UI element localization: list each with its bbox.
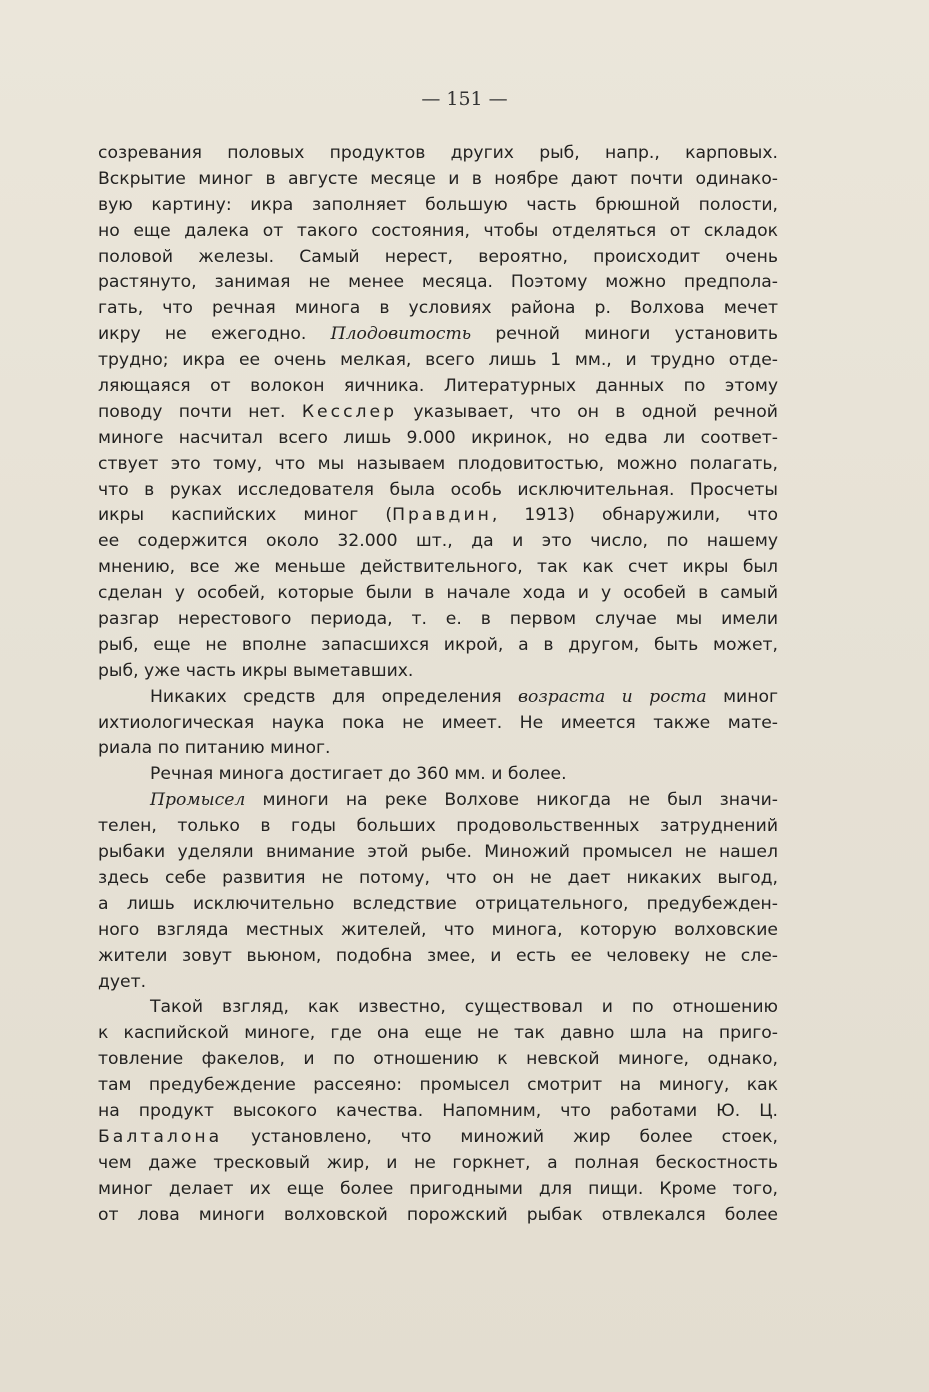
text-line	[98, 995, 778, 1021]
text-segment: ее содержится около 32.000 шт., да и это число, по нашему	[98, 531, 778, 552]
text-segment: мнению, все же меньше действительного, так как счет икры был	[98, 557, 778, 578]
text-segment: миног	[706, 686, 778, 707]
text-line	[98, 374, 778, 400]
text-line	[98, 840, 778, 866]
text-line	[98, 581, 778, 607]
text-segment: , 1913) обнаружили, что	[491, 505, 778, 526]
text-segment: Такой взгляд, как известно, существовал и по отношению	[150, 997, 778, 1018]
text-line	[98, 607, 778, 633]
text-segment: указывает, что он в одной речной	[397, 401, 778, 422]
text-segment: миноге насчитал всего лишь 9.000 икринок, но едва ли соответ-	[98, 427, 778, 448]
text-segment: что в руках исследователя была особь исключительная. Просчеты	[98, 479, 778, 500]
text-segment: ствует это тому, что мы называем плодовитостью, можно полагать,	[98, 453, 778, 474]
text-segment: икру не ежегодно.	[98, 324, 331, 345]
text-segment: поводу почти нет.	[98, 401, 302, 422]
body-text	[98, 141, 778, 1228]
text-line	[98, 892, 778, 918]
text-line	[98, 1047, 778, 1073]
text-line	[98, 452, 778, 478]
text-segment: от лова миноги волховской порожский рыбак отвлекался более	[98, 1204, 778, 1225]
text-line	[98, 918, 778, 944]
text-line	[98, 296, 778, 322]
text-segment: на продукт высокого качества. Напомним, что работами Ю. Ц.	[98, 1100, 778, 1121]
text-segment: миног делает их еще более пригодными для пищи. Кроме того,	[98, 1178, 778, 1199]
text-segment: жители зовут вьюном, подобна змее, и есть ее человеку не сле-	[98, 945, 778, 966]
text-line	[98, 348, 778, 374]
text-segment: Никаких средств для определения	[150, 686, 519, 707]
text-line	[98, 1073, 778, 1099]
text-line	[98, 762, 778, 788]
italic-term: возраста и роста	[518, 686, 707, 707]
text-segment: половой железы. Самый нерест, вероятно, происходит очень	[98, 246, 778, 267]
text-line	[98, 866, 778, 892]
text-segment: здесь себе развития не потому, что он не дает никаких выгод,	[98, 867, 778, 888]
spaced-name: Балталона	[98, 1126, 223, 1147]
text-line	[98, 685, 778, 711]
text-segment: трудно; икра ее очень мелкая, всего лишь 1 мм., и трудно отде-	[98, 350, 778, 371]
text-line	[98, 1021, 778, 1047]
text-segment: разгар нерестового периода, т. е. в первом случае мы имели	[98, 609, 778, 630]
text-line	[98, 503, 778, 529]
text-line	[98, 970, 778, 996]
text-segment: ляющаяся от волокон яичника. Литературных данных по этому	[98, 376, 778, 397]
text-segment: вую картину: икра заполняет большую часть брюшной полости,	[98, 194, 778, 215]
spaced-name: Правдин	[392, 505, 492, 526]
text-line	[98, 1125, 778, 1151]
text-segment: чем даже тресковый жир, и не горкнет, а полная бескостность	[98, 1152, 778, 1173]
text-line	[98, 736, 778, 762]
text-segment: а лишь исключительно вследствие отрицательного, предубежден-	[98, 893, 778, 914]
text-line	[98, 1099, 778, 1125]
text-segment: ихтиологическая наука пока не имеет. Не имеется также мате-	[98, 712, 778, 733]
text-line	[98, 1151, 778, 1177]
text-segment: рыб, уже часть икры выметавших.	[98, 660, 414, 681]
text-segment: созревания половых продуктов других рыб, напр., карповых.	[98, 143, 778, 163]
text-segment: к каспийской миноге, где она еще не так давно шла на приго-	[98, 1023, 778, 1044]
text-segment: дует.	[98, 971, 147, 992]
text-line	[98, 633, 778, 659]
text-segment: Речная минога достигает до 360 мм. и более.	[150, 764, 567, 785]
text-line	[98, 193, 778, 219]
text-segment: установлено, что миножий жир более стоек,	[222, 1126, 778, 1147]
text-line	[98, 270, 778, 296]
text-segment: там предубеждение рассеяно: промысел смотрит на миногу, как	[98, 1075, 778, 1096]
text-line	[98, 788, 778, 814]
text-segment: телен, только в годы больших продовольственных затруднений	[98, 816, 778, 837]
text-line	[98, 529, 778, 555]
text-line	[98, 141, 778, 167]
italic-term: Промысел	[150, 790, 246, 811]
text-segment: гать, что речная минога в условиях района р. Волхова мечет	[98, 298, 778, 319]
text-segment: растянуто, занимая не менее месяца. Поэтому можно предпола-	[98, 272, 778, 293]
text-segment: миноги на реке Волхове никогда не был значи-	[245, 790, 778, 811]
text-segment: товление факелов, и по отношению к невской миноге, однако,	[98, 1049, 778, 1070]
spaced-name: Кесслер	[301, 401, 397, 422]
text-line	[98, 167, 778, 193]
text-line	[98, 659, 778, 685]
text-line	[98, 711, 778, 737]
text-line	[98, 245, 778, 271]
text-line	[98, 426, 778, 452]
text-line	[98, 322, 778, 348]
page-number: — 151 —	[421, 88, 508, 110]
text-line	[98, 219, 778, 245]
text-segment: сделан у особей, которые были в начале хода и у особей в самый	[98, 583, 778, 604]
text-segment: Вскрытие миног в августе месяце и в ноябре дают почти одинако-	[98, 168, 778, 189]
text-line	[98, 1177, 778, 1203]
text-segment: икры каспийских миног (	[98, 505, 393, 526]
text-segment: речной миноги установить	[471, 324, 778, 345]
text-segment: рыбаки уделяли внимание этой рыбе. Миножий промысел не нашел	[98, 842, 778, 863]
text-segment: но еще далека от такого состояния, чтобы отделяться от складок	[98, 220, 778, 241]
text-segment: ного взгляда местных жителей, что минога, которую волховские	[98, 919, 778, 940]
italic-term: Плодовитость	[330, 324, 472, 345]
text-line	[98, 814, 778, 840]
text-line	[98, 1203, 778, 1229]
text-line	[98, 944, 778, 970]
text-segment: рыб, еще не вполне запасшихся икрой, а в другом, быть может,	[98, 634, 778, 655]
text-line	[98, 400, 778, 426]
text-line	[98, 555, 778, 581]
text-line	[98, 478, 778, 504]
text-segment: риала по питанию миног.	[98, 738, 331, 759]
